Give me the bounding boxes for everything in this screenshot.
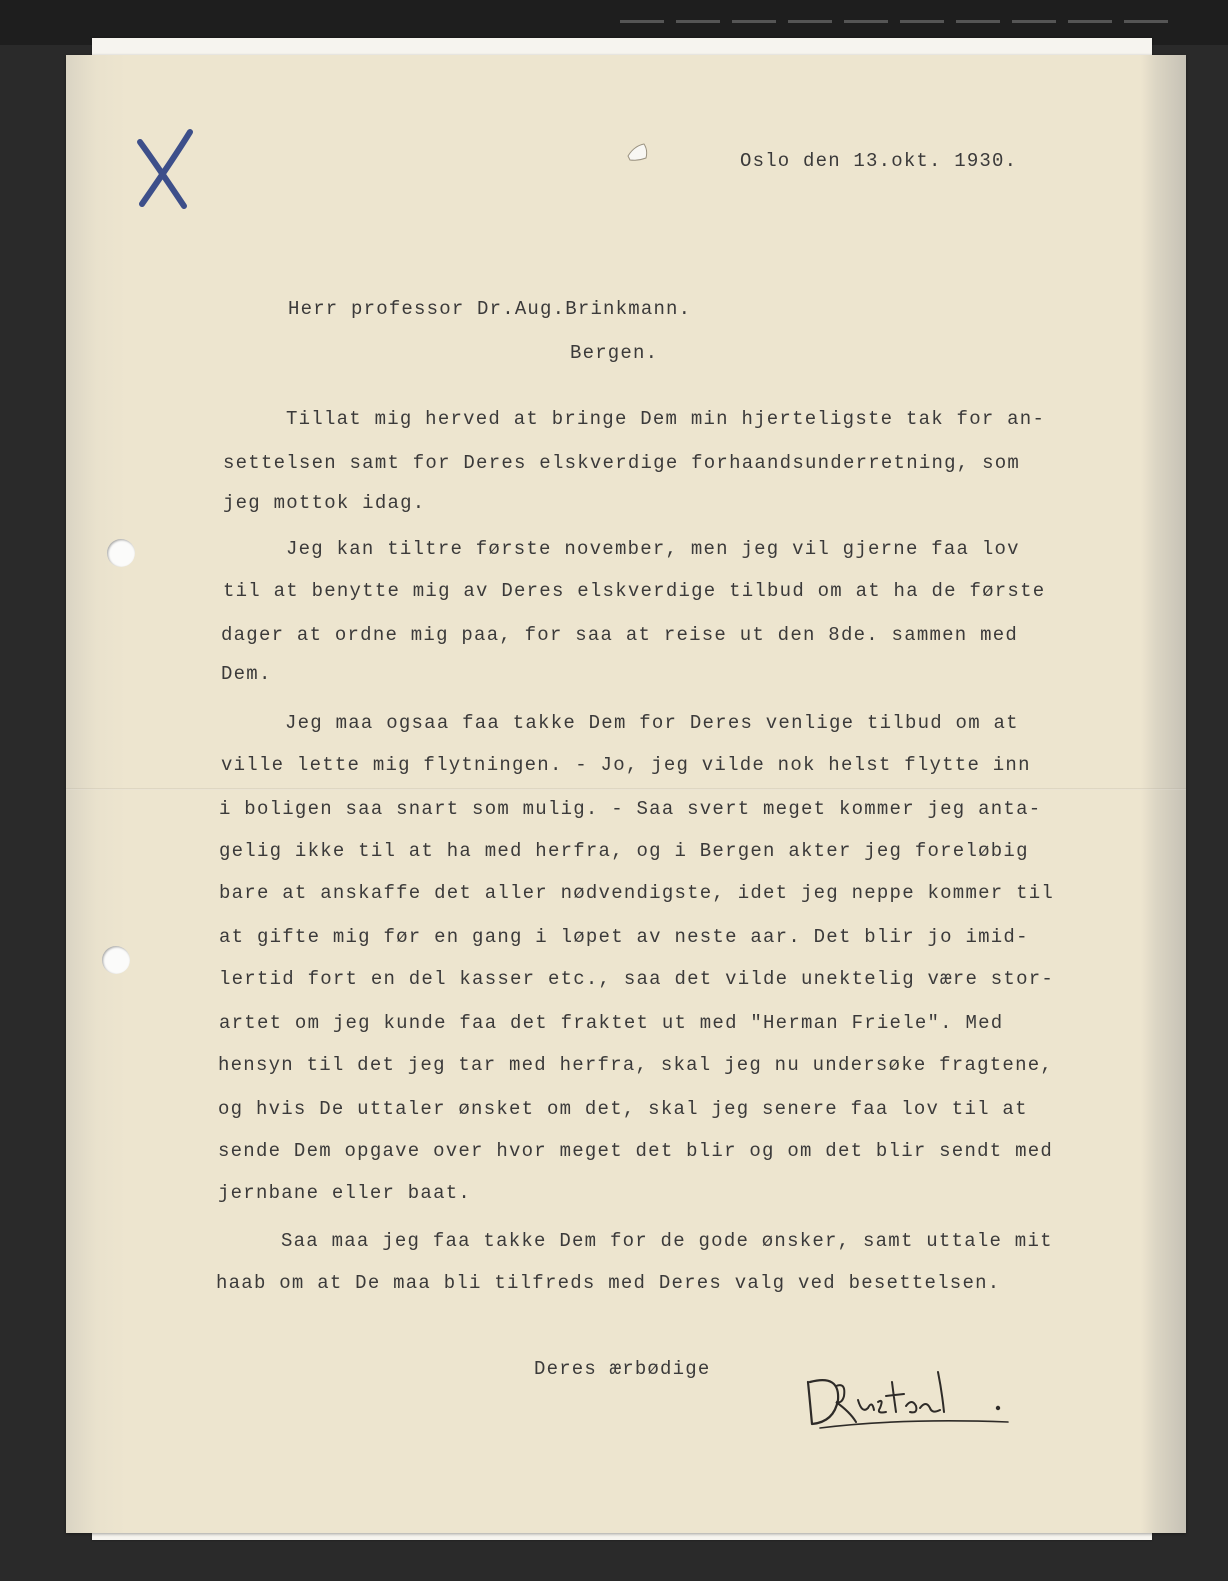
body-line: og hvis De uttaler ønsket om det, skal jeg senere faa lov til at: [218, 1098, 1028, 1120]
body-line: haab om at De maa bli tilfreds med Deres valg ved besettelsen.: [216, 1272, 1001, 1294]
body-line: sende Dem opgave over hvor meget det blir og om det blir sendt med: [218, 1140, 1054, 1162]
body-line: artet om jeg kunde faa det fraktet ut med "Herman Friele". Med: [219, 1012, 1004, 1034]
recipient-city: Bergen.: [570, 342, 659, 364]
blue-x-mark-icon: [134, 128, 196, 212]
body-line: Jeg maa ogsaa faa takke Dem for Deres venlige tilbud om at: [285, 712, 1019, 734]
paper-tear-mark: [626, 142, 650, 162]
body-line: til at benytte mig av Deres elskverdige tilbud om at ha de første: [223, 580, 1046, 602]
body-line: Tillat mig herved at bringe Dem min hjerteligste tak for an-: [286, 408, 1046, 430]
body-line: jernbane eller baat.: [218, 1182, 472, 1204]
fold-line: [66, 788, 1186, 790]
body-line: ville lette mig flytningen. - Jo, jeg vilde nok helst flytte inn: [221, 754, 1031, 776]
letter-dateline: Oslo den 13.okt. 1930.: [740, 150, 1018, 172]
body-line: Saa maa jeg faa takke Dem for de gode ønsker, samt uttale mit: [281, 1230, 1053, 1252]
punch-hole-bottom: [102, 946, 130, 974]
punch-hole-top: [107, 539, 135, 567]
handwritten-signature: [800, 1352, 1020, 1436]
body-line: Dem.: [221, 663, 272, 685]
closing-salutation: Deres ærbødige: [534, 1358, 711, 1380]
body-line: jeg mottok idag.: [223, 492, 426, 514]
body-line: settelsen samt for Deres elskverdige forhaandsunderretning, som: [223, 452, 1021, 474]
body-line: hensyn til det jeg tar med herfra, skal jeg nu undersøke fragtene,: [218, 1054, 1054, 1076]
letter-paper: [66, 55, 1186, 1533]
recipient-name: Herr professor Dr.Aug.Brinkmann.: [288, 298, 692, 320]
body-line: i boligen saa snart som mulig. - Saa svert meget kommer jeg anta-: [219, 798, 1042, 820]
scanner-ruler-marks: [620, 8, 1220, 20]
body-line: lertid fort en del kasser etc., saa det vilde unektelig være stor-: [219, 968, 1055, 990]
body-line: bare at anskaffe det aller nødvendigste, idet jeg neppe kommer til: [219, 882, 1055, 904]
body-line: Jeg kan tiltre første november, men jeg vil gjerne faa lov: [286, 538, 1020, 560]
body-line: dager at ordne mig paa, for saa at reise ut den 8de. sammen med: [221, 624, 1019, 646]
body-line: at gifte mig før en gang i løpet av neste aar. Det blir jo imid-: [219, 926, 1029, 948]
body-line: gelig ikke til at ha med herfra, og i Bergen akter jeg foreløbig: [219, 840, 1029, 862]
